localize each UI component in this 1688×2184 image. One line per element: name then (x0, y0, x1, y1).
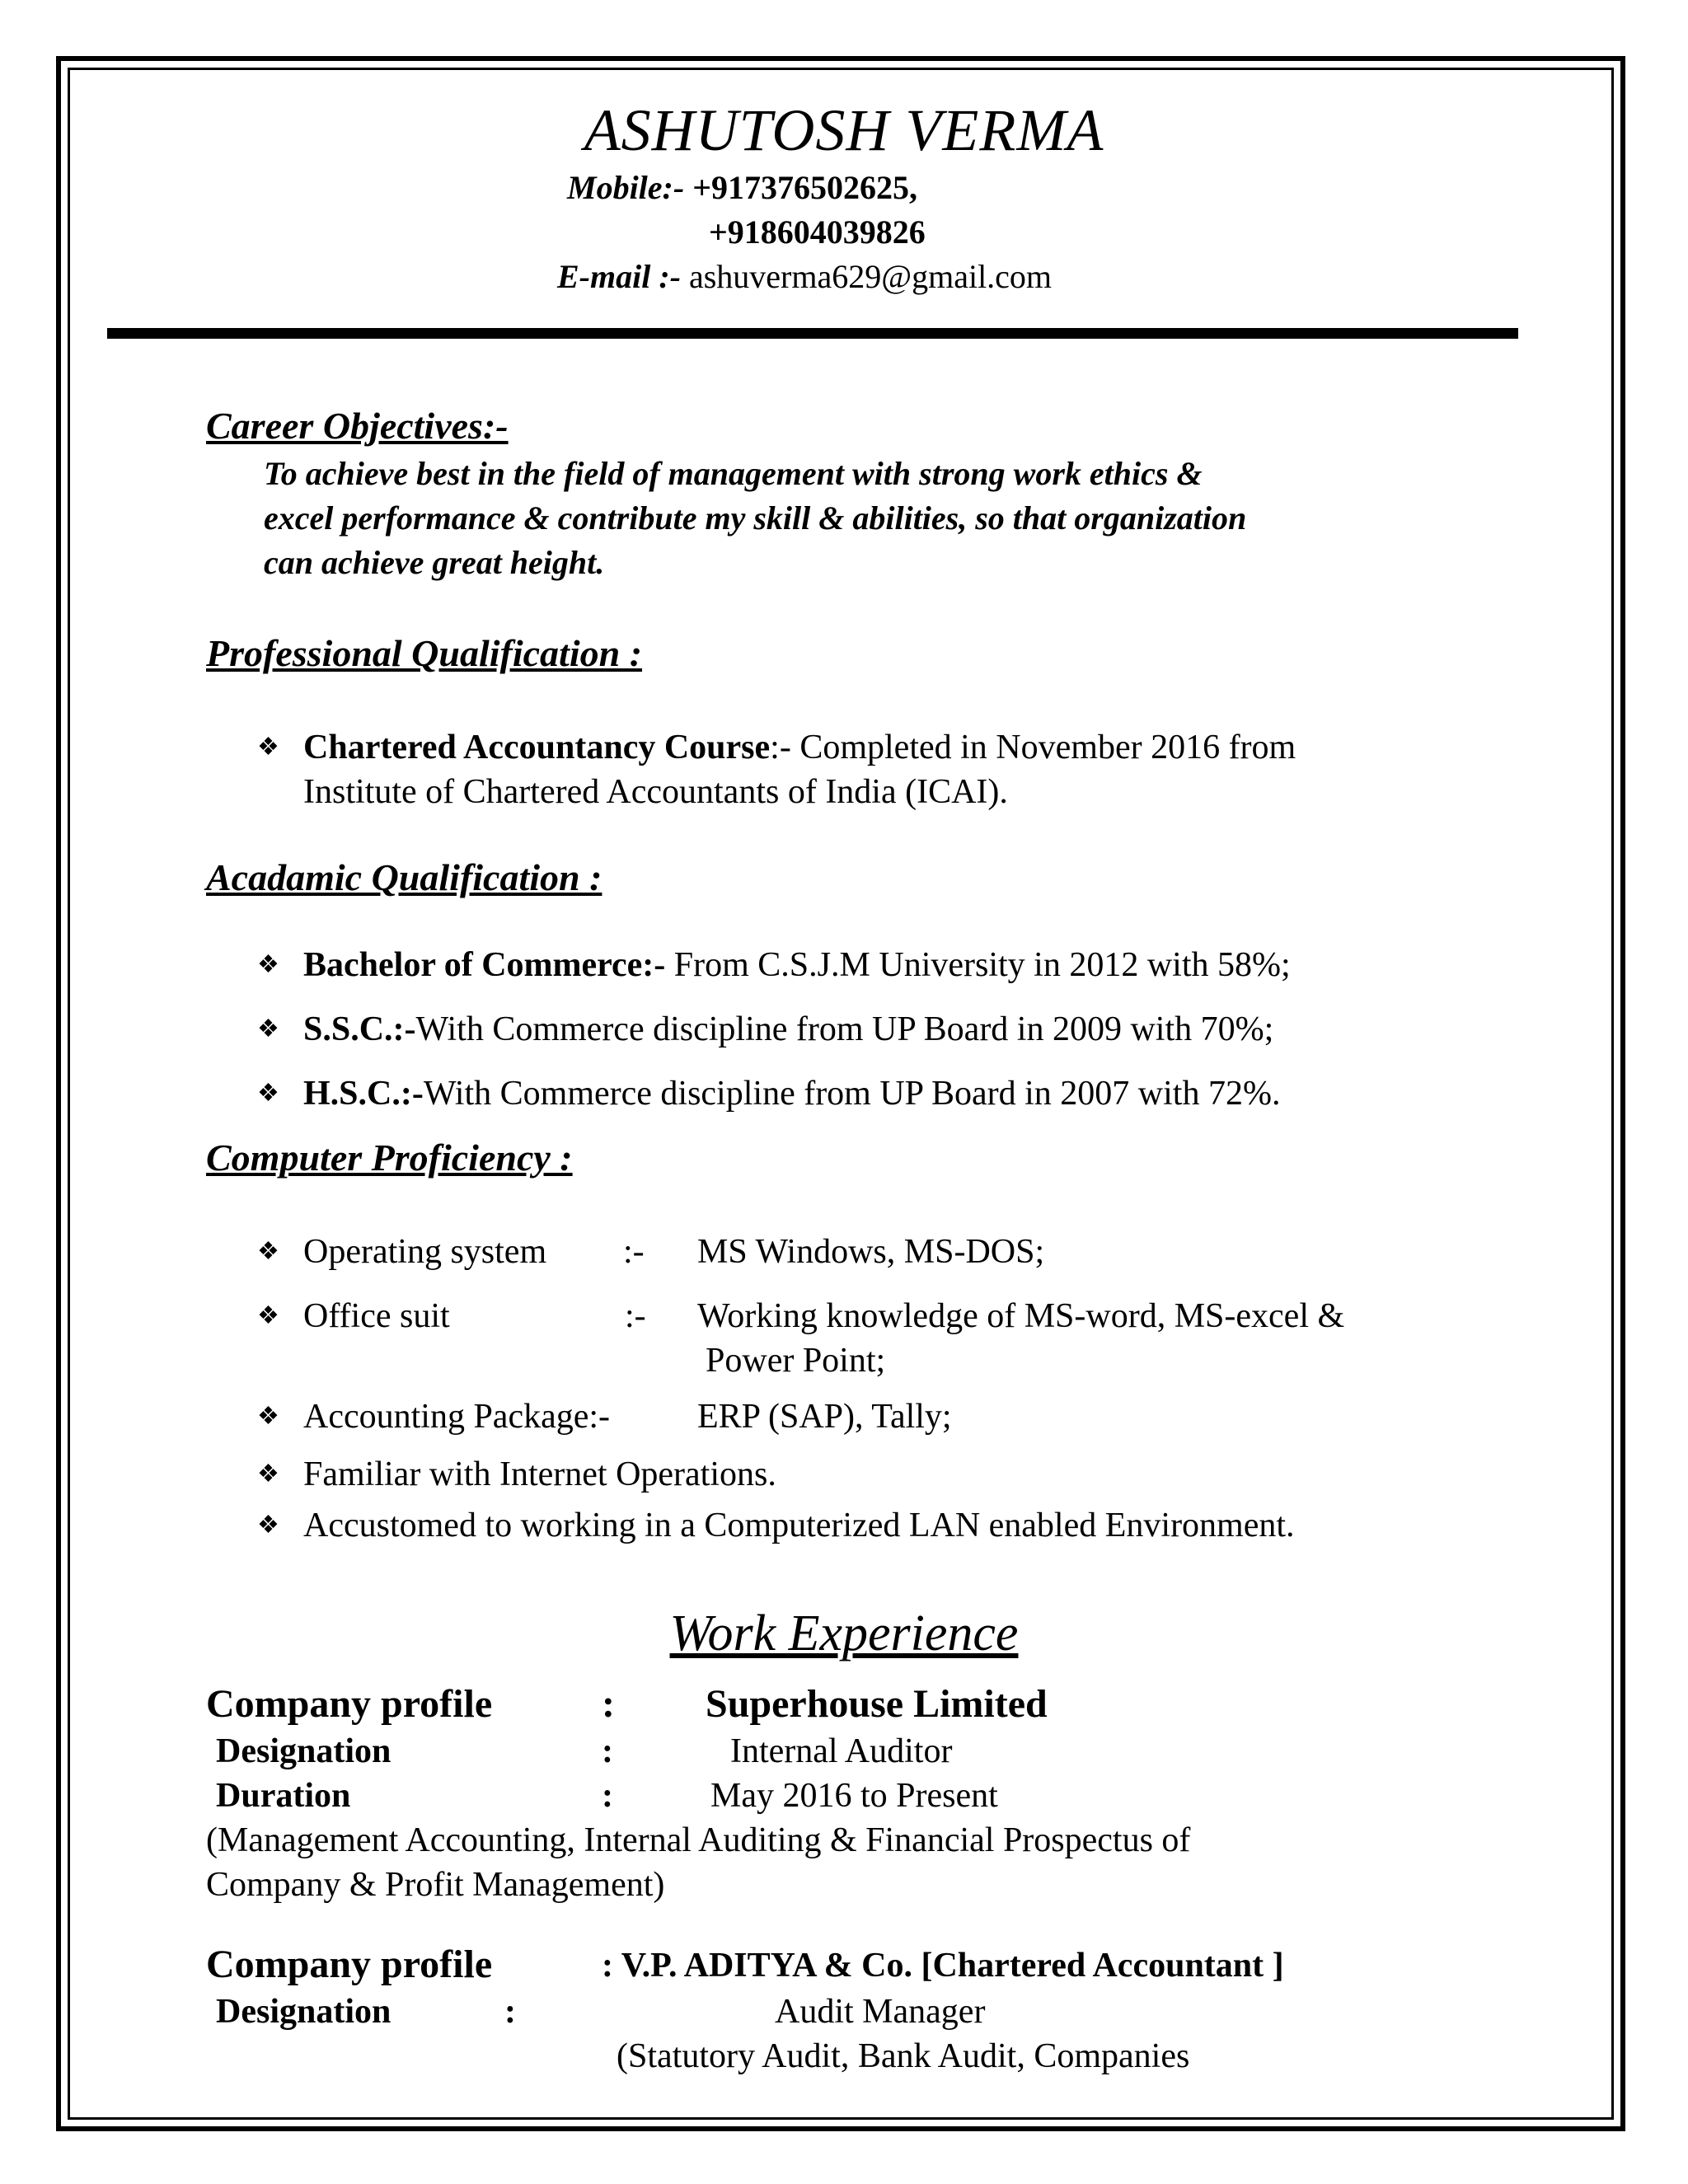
mobile-label: Mobile:- (567, 169, 685, 206)
job-description: (Statutory Audit, Bank Audit, Companies (617, 2037, 1190, 2075)
field-separator: : (602, 1777, 613, 1815)
field-separator: : (602, 1732, 613, 1770)
designation-value: Internal Auditor (730, 1732, 953, 1770)
degree-title: S.S.C.:- (303, 1010, 416, 1048)
list-item (303, 1071, 1280, 1116)
professional-qualification-heading: Professional Qualification : (206, 632, 643, 674)
career-objectives-heading: Career Objectives:- (206, 405, 509, 447)
company-profile-label: Company profile (206, 1682, 493, 1726)
skill-label: Office suit (303, 1297, 450, 1335)
bullet-icon: ❖ (257, 1080, 279, 1107)
degree-title: Bachelor of Commerce:- (303, 946, 666, 984)
field-separator: : (504, 1993, 516, 2031)
skill-separator: :- (625, 1297, 646, 1335)
skill-separator: :- (623, 1233, 645, 1271)
bullet-icon: ❖ (257, 1302, 279, 1329)
academic-qualification-heading: Acadamic Qualification : (206, 856, 603, 898)
skill-value: ERP (SAP), Tally; (697, 1398, 952, 1436)
skill-label: Accounting Package:- (303, 1398, 611, 1436)
job-description: (Management Accounting, Internal Auditing & Financial Prospectus of (206, 1821, 1191, 1859)
skill-value: Working knowledge of MS-word, MS-excel & (697, 1297, 1345, 1335)
bullet-icon: ❖ (257, 1238, 279, 1265)
job-description: Company & Profit Management) (206, 1866, 665, 1904)
degree-detail: From C.S.J.M University in 2012 with 58%; (665, 946, 1291, 984)
degree-detail: With Commerce discipline from UP Board in 2009 with 70%; (415, 1010, 1274, 1048)
objective-line: To achieve best in the field of management with strong work ethics & (264, 455, 1203, 492)
company-profile-label: Company profile (206, 1943, 493, 1986)
qualification-detail: :- Completed in November 2016 from (770, 729, 1296, 766)
header-divider (107, 328, 1518, 339)
candidate-name: ASHUTOSH VERMA (584, 97, 1104, 163)
designation-label: Designation (216, 1732, 392, 1770)
objective-line: can achieve great height. (264, 544, 605, 581)
list-item (303, 943, 1291, 987)
designation-value: Audit Manager (775, 1993, 986, 2031)
bullet-icon: ❖ (257, 733, 279, 761)
field-separator: : (602, 1682, 615, 1726)
bullet-icon: ❖ (257, 1511, 279, 1539)
mobile-line-1 (567, 168, 917, 208)
mobile-number-2: +918604039826 (709, 213, 926, 251)
list-item (303, 1007, 1273, 1052)
email-line (557, 257, 1052, 297)
designation-label: Designation (216, 1993, 392, 2031)
company-name: Superhouse Limited (706, 1682, 1048, 1726)
work-experience-heading: Work Experience (669, 1605, 1019, 1661)
skill-value-continuation: Power Point; (706, 1342, 886, 1380)
list-item: Familiar with Internet Operations. (303, 1455, 776, 1493)
qualification-title: Chartered Accountancy Course (303, 729, 771, 766)
degree-detail: With Commerce discipline from UP Board in 2007 with 72%. (423, 1075, 1281, 1113)
bullet-icon: ❖ (257, 1460, 279, 1488)
objective-line: excel performance & contribute my skill & abilities, so that organization (264, 499, 1247, 537)
qualification-detail-continuation: Institute of Chartered Accountants of India (ICAI). (303, 773, 1008, 811)
email-label: E-mail :- (557, 258, 681, 295)
computer-proficiency-heading: Computer Proficiency : (206, 1137, 573, 1179)
duration-label: Duration (216, 1777, 351, 1815)
company-name: : V.P. ADITYA & Co. [Chartered Accountant ] (602, 1947, 1284, 1985)
bullet-icon: ❖ (257, 951, 279, 978)
bullet-icon: ❖ (257, 1403, 279, 1430)
duration-value: May 2016 to Present (710, 1777, 998, 1815)
bullet-icon: ❖ (257, 1015, 279, 1043)
list-item: Accustomed to working in a Computerized LAN enabled Environment. (303, 1507, 1295, 1544)
degree-title: H.S.C.:- (303, 1075, 424, 1113)
mobile-number-1: +917376502625, (684, 169, 917, 206)
list-item (303, 725, 1296, 770)
skill-value: MS Windows, MS-DOS; (697, 1233, 1045, 1271)
email-address: ashuverma629@gmail.com (680, 258, 1053, 295)
skill-label: Operating system (303, 1233, 547, 1271)
